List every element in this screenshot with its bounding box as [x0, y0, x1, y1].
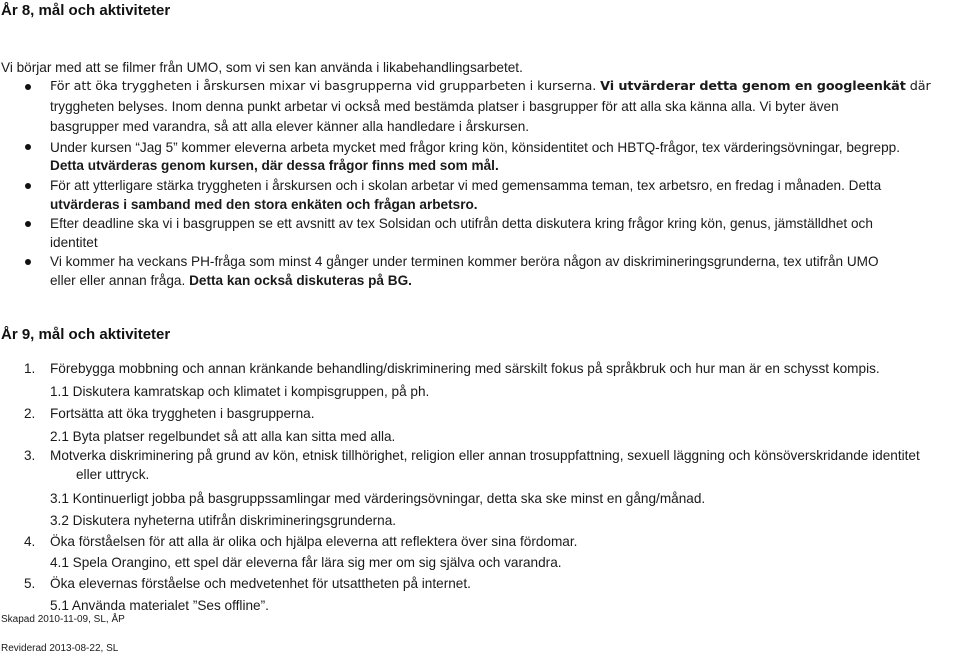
list-number: 2.: [24, 406, 36, 421]
list-number: 5.: [24, 576, 36, 591]
list-text: 3.1 Kontinuerligt jobba på basgruppssamlingar med värderingsövningar, detta ska ske minst en gång/månad.: [50, 491, 706, 506]
bullet-dot: [25, 84, 31, 90]
list-text: 5.1 Använda materialet ”Ses offline”.: [50, 598, 269, 613]
list-number: 1.: [24, 361, 36, 376]
list-text: Öka förståelsen för att alla är olika och hjälpa eleverna att reflektera över sina fördomar.: [50, 534, 578, 549]
year8-heading: År 8, mål och aktiviteter: [1, 2, 171, 19]
year9-list-item: [24, 405, 314, 423]
year8-bullet4-line2: identitet: [50, 235, 98, 250]
list-text: Förebygga mobbning och annan kränkande behandling/diskriminering med särskilt fokus på språkbruk och hur man är en schysst kompis.: [50, 361, 880, 376]
year8-bullet3-line1: För att ytterligare stärka tryggheten i årskursen och i skolan arbetar vi med gemensamma teman, tex arbetsro, en fredag i månaden. Detta: [50, 178, 882, 193]
bullet-dot: [25, 259, 31, 265]
list-text: 1.1 Diskutera kamratskap och klimatet i kompisgruppen, på ph.: [50, 384, 430, 399]
list-text: 3.2 Diskutera nyheterna utifrån diskrimineringsgrunderna.: [50, 513, 397, 528]
bullet-dot: [25, 221, 31, 227]
year8-intro: Vi börjar med att se filmer från UMO, som vi sen kan använda i likabehandlingsarbetet.: [1, 60, 523, 75]
list-text: 4.1 Spela Orangino, ett spel där eleverna får lära sig mer om sig själva och varandra.: [50, 555, 562, 570]
year8-bullet1-line3: basgrupper med varandra, så att alla elever känner alla handledare i årskursen.: [50, 119, 530, 134]
year9-list-item: [50, 490, 705, 508]
year9-list-item: [50, 383, 429, 401]
bullet-dot: [25, 183, 31, 189]
list-number: 3.: [24, 448, 36, 463]
year9-heading: År 9, mål och aktiviteter: [1, 326, 171, 343]
year9-list-item: [24, 533, 577, 551]
list-text: 2.1 Byta platser regelbundet så att alla kan sitta med alla.: [50, 429, 396, 444]
year9-list-item: [50, 428, 395, 446]
year8-bullet1-line1: För att öka tryggheten i årskursen mixar vi basgrupperna vid grupparbeten i kurserna. Vi utvärderar detta genom en googleenkät där: [50, 79, 931, 94]
year9-list-item: [24, 360, 880, 378]
list-text: Öka elevernas förståelse och medvetenhet för utsattheten på internet.: [50, 576, 471, 591]
year9-list-item: [50, 554, 562, 572]
revised-note: Reviderad 2013-08-22, SL: [1, 643, 119, 654]
year8-bullet1-line2: tryggheten belyses. Inom denna punkt arbetar vi också med bestämda platser i basgrupper för att alla ska känna alla. Vi byter även: [50, 99, 839, 114]
year8-bullet5-line2: eller eller annan fråga. Detta kan också diskuteras på BG.: [50, 273, 412, 288]
year8-bullet2-line1: Under kursen “Jag 5” kommer eleverna arbeta mycket med frågor kring kön, könsidentitet och HBTQ-frågor, tex värderingsövningar, begrepp.: [50, 140, 901, 155]
list-text: Fortsätta att öka tryggheten i basgrupperna.: [50, 406, 315, 421]
bullet-dot: [25, 144, 31, 150]
year8-bullet2-line2: Detta utvärderas genom kursen, där dessa frågor finns med som mål.: [50, 158, 499, 173]
year8-bullet4-line1: Efter deadline ska vi i basgruppen se ett avsnitt av tex Solsidan och utifrån detta diskutera kring frågor kring kön, genus, jämställdhet och: [50, 216, 873, 231]
year9-list-item: [50, 597, 269, 615]
year9-list-item: [24, 447, 920, 465]
year9-list-item: [50, 466, 149, 484]
created-note: Skapad 2010-11-09, SL, ÅP: [1, 614, 125, 625]
year9-list-item: [24, 575, 471, 593]
year9-list-item: [50, 512, 396, 530]
list-text: Motverka diskriminering på grund av kön, etnisk tillhörighet, religion eller annan trosuppfattning, sexuell läggning och könsöverskridande identitet: [50, 448, 920, 463]
list-number: 4.: [24, 534, 36, 549]
year8-bullet3-line2: utvärderas i samband med den stora enkäten och frågan arbetsro.: [50, 197, 478, 212]
list-text: eller uttryck.: [76, 467, 150, 482]
year8-bullet5-line1: Vi kommer ha veckans PH-fråga som minst 4 gånger under terminen kommer beröra någon av diskrimineringsgrunderna, tex utifrån UMO: [50, 254, 879, 269]
